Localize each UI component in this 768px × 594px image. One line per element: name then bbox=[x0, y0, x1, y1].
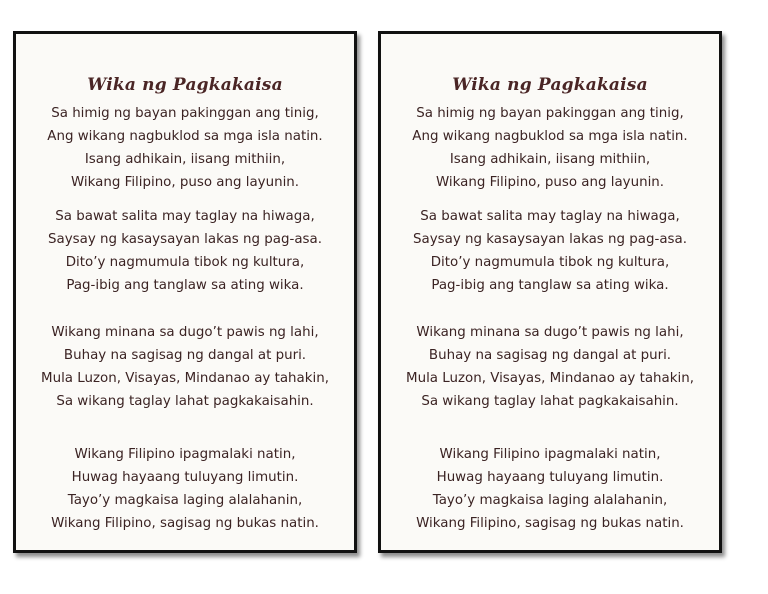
poem-line: Wikang Filipino, puso ang layunin. bbox=[70, 175, 300, 190]
poem-line: Sa wikang taglay lahat pagkakaisahin. bbox=[421, 394, 679, 409]
poem-line: Ang wikang nagbuklod sa mga isla natin. bbox=[47, 129, 323, 144]
stanza-3 bbox=[16, 321, 354, 413]
stanza-2 bbox=[381, 205, 719, 297]
poem-line: Isang adhikain, iisang mithiin, bbox=[84, 152, 286, 167]
poem-card-left bbox=[13, 31, 357, 553]
poem-line: Wikang Filipino, sagisag ng bukas natin. bbox=[416, 516, 684, 531]
poem-line: Sa bawat salita may taglay na hiwaga, bbox=[55, 209, 315, 224]
poem-line: Saysay ng kasaysayan lakas ng pag-asa. bbox=[48, 232, 322, 247]
stanza-1 bbox=[16, 102, 354, 194]
poem-line: Wikang Filipino, sagisag ng bukas natin. bbox=[51, 516, 319, 531]
poem-line: Tayo’y magkaisa laging alalahanin, bbox=[432, 493, 668, 508]
poem-title: Wika ng Pagkakaisa bbox=[87, 75, 283, 95]
poem-line: Mula Luzon, Visayas, Mindanao ay tahakin, bbox=[406, 371, 694, 386]
poem-line: Isang adhikain, iisang mithiin, bbox=[449, 152, 651, 167]
poem-line: Ang wikang nagbuklod sa mga isla natin. bbox=[412, 129, 688, 144]
poem-line: Pag-ibig ang tanglaw sa ating wika. bbox=[431, 278, 669, 293]
poem-card-right bbox=[378, 31, 722, 553]
stanza-2 bbox=[16, 205, 354, 297]
poem-line: Tayo’y magkaisa laging alalahanin, bbox=[67, 493, 303, 508]
poem-line: Wikang Filipino ipagmalaki natin, bbox=[74, 447, 296, 462]
poem-line: Saysay ng kasaysayan lakas ng pag-asa. bbox=[413, 232, 687, 247]
poem-line: Wikang Filipino, puso ang layunin. bbox=[435, 175, 665, 190]
poem-line: Wikang minana sa dugo’t pawis ng lahi, bbox=[51, 325, 319, 340]
poem-line: Sa himig ng bayan pakinggan ang tinig, bbox=[51, 106, 319, 121]
poem-title: Wika ng Pagkakaisa bbox=[452, 75, 648, 95]
poem-line: Sa himig ng bayan pakinggan ang tinig, bbox=[416, 106, 684, 121]
poem-line: Buhay na sagisag ng dangal at puri. bbox=[428, 348, 672, 363]
poem-line: Buhay na sagisag ng dangal at puri. bbox=[63, 348, 307, 363]
poem-line: Pag-ibig ang tanglaw sa ating wika. bbox=[66, 278, 304, 293]
poem-line: Sa bawat salita may taglay na hiwaga, bbox=[420, 209, 680, 224]
poem-line: Wikang minana sa dugo’t pawis ng lahi, bbox=[416, 325, 684, 340]
poem-line: Dito’y nagmumula tibok ng kultura, bbox=[430, 255, 670, 270]
poem-line: Sa wikang taglay lahat pagkakaisahin. bbox=[56, 394, 314, 409]
poem-line: Dito’y nagmumula tibok ng kultura, bbox=[65, 255, 305, 270]
stanza-4 bbox=[381, 443, 719, 535]
stanza-1 bbox=[381, 102, 719, 194]
poem-line: Mula Luzon, Visayas, Mindanao ay tahakin, bbox=[41, 371, 329, 386]
stanza-3 bbox=[381, 321, 719, 413]
poem-line: Huwag hayaang tuluyang limutin. bbox=[71, 470, 299, 485]
stanza-4 bbox=[16, 443, 354, 535]
poem-line: Huwag hayaang tuluyang limutin. bbox=[436, 470, 664, 485]
poem-line: Wikang Filipino ipagmalaki natin, bbox=[439, 447, 661, 462]
